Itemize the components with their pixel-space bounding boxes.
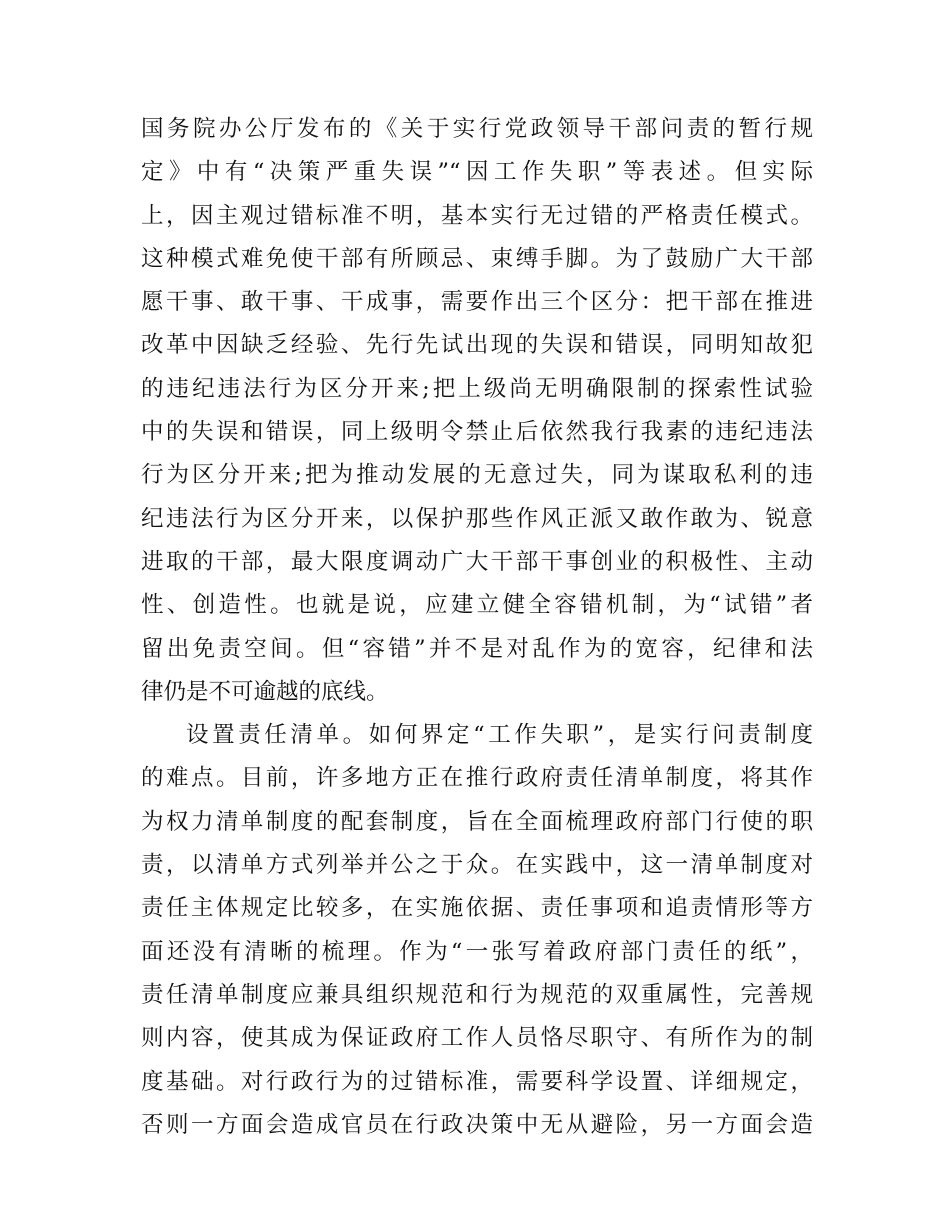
text-line: 度基础。对行政行为的过错标准，需要科学设置、详细规定， — [141, 1068, 813, 1095]
text-line: 则内容，使其成为保证政府工作人员恪尽职守、有所作为的制 — [141, 1025, 813, 1052]
text-line: 责，以清单方式列举并公之于众。在实践中，这一清单制度对 — [141, 852, 813, 879]
text-line: 设置责任清单。如何界定“工作失职”，是实行问责制度 — [186, 722, 813, 749]
text-line: 中的失误和错误，同上级明令禁止后依然我行我素的违纪违法 — [141, 419, 813, 446]
text-line: 纪违法行为区分开来，以保护那些作风正派又敢作敢为、锐意 — [141, 505, 813, 532]
text-line: 国务院办公厅发布的《关于实行党政领导干部问责的暂行规 — [141, 116, 813, 142]
text-line: 这种模式难免使干部有所顾忌、束缚手脚。为了鼓励广大干部 — [141, 245, 813, 272]
text-line: 责任清单制度应兼具组织规范和行为规范的双重属性，完善规 — [141, 981, 813, 1008]
text-line: 留出免责空间。但“容错”并不是对乱作为的宽容，纪律和法 — [141, 635, 813, 662]
text-line: 愿干事、敢干事、干成事，需要作出三个区分：把干部在推进 — [141, 289, 813, 316]
text-line: 性、创造性。也就是说，应建立健全容错机制，为“试错”者 — [141, 592, 813, 619]
paragraph-2 — [141, 714, 813, 1147]
text-line: 为权力清单制度的配套制度，旨在全面梳理政府部门行使的职 — [141, 808, 813, 835]
text-line: 的违纪违法行为区分开来;把上级尚无明确限制的探索性试验 — [141, 375, 813, 402]
text-line: 定》中有“决策严重失误”“因工作失职”等表述。但实际 — [141, 159, 813, 186]
text-line: 上，因主观过错标准不明，基本实行无过错的严格责任模式。 — [141, 202, 813, 229]
text-line: 行为区分开来;把为推动发展的无意过失，同为谋取私利的违 — [141, 462, 813, 489]
text-line: 面还没有清晰的梳理。作为“一张写着政府部门责任的纸”， — [141, 938, 813, 965]
text-line: 责任主体规定比较多，在实施依据、责任事项和追责情形等方 — [141, 895, 813, 922]
paragraph-1 — [141, 108, 813, 714]
text-line: 进取的干部，最大限度调动广大干部干事创业的积极性、主动 — [141, 548, 813, 575]
text-line: 的难点。目前，许多地方正在推行政府责任清单制度，将其作 — [141, 765, 813, 792]
document-page — [141, 108, 813, 1147]
text-line: 律仍是不可逾越的底线。 — [141, 678, 389, 705]
text-line: 否则一方面会造成官员在行政决策中无从避险，另一方面会造 — [141, 1111, 813, 1138]
text-line: 改革中因缺乏经验、先行先试出现的失误和错误，同明知故犯 — [141, 332, 813, 359]
